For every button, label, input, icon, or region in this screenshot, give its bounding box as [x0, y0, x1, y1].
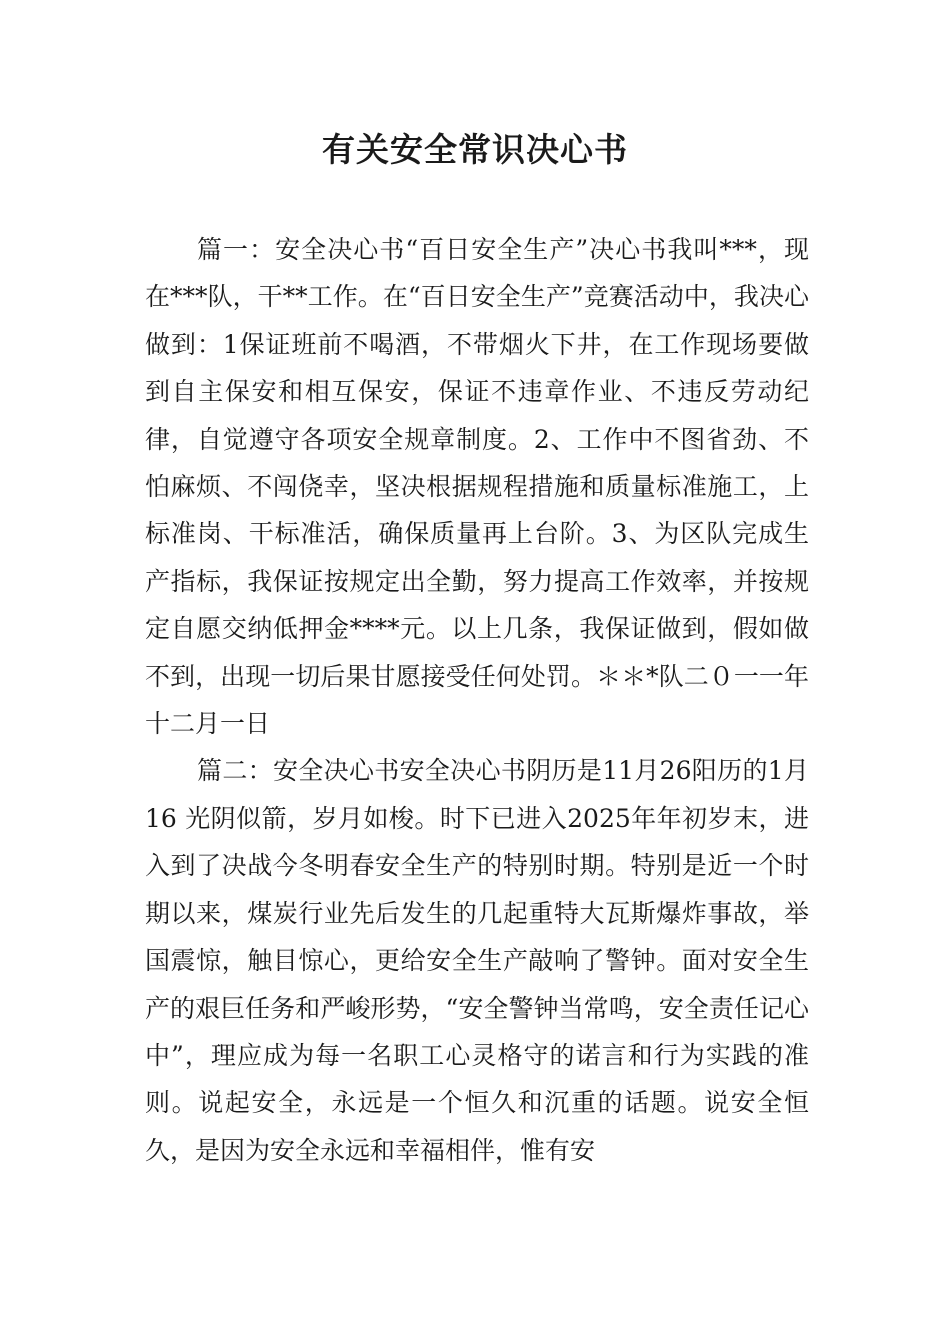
document-body: [145, 226, 809, 1174]
paragraph-part-two: 篇二：安全决心书安全决心书阴历是11月26阳历的1月16 光阴似箭，岁月如梭。时下已进入2025年年初岁末，进入到了决战今冬明春安全生产的特别时期。特别是近一个时期以来，煤炭行业先后发生的几起重特大瓦斯爆炸事故，举国震惊，触目惊心，更给安全生产敲响了警钟。面对安全生产的艰巨任务和严峻形势，“安全警钟当常鸣，安全责任记心中”，理应成为每一名职工心灵格守的诺言和行为实践的准则。说起安全，永远是一个恒久和沉重的话题。说安全恒久，是因为安全永远和幸福相伴，惟有安: [145, 756, 809, 1165]
paragraph-part-one: 篇一：安全决心书“百日安全生产”决心书我叫***，现在***队，干**工作。在“百日安全生产”竞赛活动中，我决心做到：1保证班前不喝酒，不带烟火下井，在工作现场要做到自主保安和相互保安，保证不违章作业、不违反劳动纪律，自觉遵守各项安全规章制度。2、工作中不图省劲、不怕麻烦、不闯侥幸，坚决根据规程措施和质量标准施工，上标准岗、干标准活，确保质量再上台阶。3、为区队完成生产指标，我保证按规定出全勤，努力提高工作效率，并按规定自愿交纳低押金****元。以上几条，我保证做到，假如做不到，出现一切后果甘愿接受任何处罚。＊＊*队二０一一年十二月一日: [145, 235, 809, 739]
document-title: 有关安全常识决心书: [322, 130, 628, 169]
